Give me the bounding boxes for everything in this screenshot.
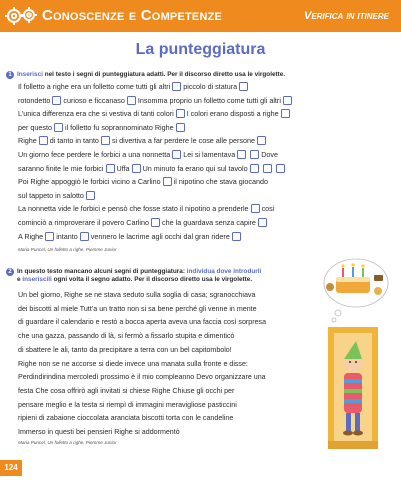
punctuation-answer-box[interactable] bbox=[251, 204, 260, 213]
punctuation-answer-box[interactable] bbox=[39, 136, 48, 145]
punctuation-answer-box[interactable] bbox=[250, 150, 259, 159]
punctuation-answer-box[interactable] bbox=[176, 109, 185, 118]
exercise-number: 2 bbox=[6, 268, 14, 276]
exercise-1-credit: Maria Puncel, Un folletto a righe, Piemme Junior bbox=[18, 247, 117, 252]
punctuation-answer-box[interactable] bbox=[281, 109, 290, 118]
exercise-1-text-segment: Righe bbox=[18, 136, 37, 146]
exercise-2-line: dei biscotti al miele Tutt’a un tratto non si sa bene perché gli venne in mente bbox=[18, 304, 257, 313]
exercise-2-line: Righe non se ne accorse si diede invece una manata sulla fronte e disse: bbox=[18, 359, 248, 368]
exercise-2-line: festa Che cosa offrirò agli invitati si chiese Righe Chiuse gli occhi per bbox=[18, 386, 235, 395]
punctuation-answer-box[interactable] bbox=[151, 218, 160, 227]
exercise-2-line: Un bel giorno, Righe se ne stava seduto sulla soglia di casa; sgranocchiava bbox=[18, 291, 256, 299]
punctuation-answer-box[interactable] bbox=[52, 96, 61, 105]
exercise-1-text-segment: così bbox=[261, 204, 275, 214]
punctuation-answer-box[interactable] bbox=[45, 232, 54, 241]
punctuation-answer-box[interactable] bbox=[176, 123, 185, 132]
exercise-1-line bbox=[18, 232, 243, 242]
exercise-2-instructions: 2 In questo testo mancano alcuni segni di punteggiatura: individua dove introdurli e inseriscili ogni volta il segno adatto. Per il discorso diretto usa le virgolette. bbox=[6, 268, 316, 284]
elf-with-cake-illustration bbox=[316, 255, 390, 451]
exercise-1-text-segment: Un giorno fece perdere le forbici a una nonnetta bbox=[18, 150, 171, 159]
page-title: La punteggiatura bbox=[135, 41, 266, 58]
exercise-1-line bbox=[18, 177, 268, 187]
exercise-1-line bbox=[18, 164, 287, 174]
exercise-1-text-segment: il nipotino che stava giocando bbox=[173, 177, 268, 187]
exercise-1-text-segment: che la guardava senza capire bbox=[162, 218, 256, 227]
punctuation-answer-box[interactable] bbox=[86, 191, 95, 200]
header-bar bbox=[0, 0, 401, 32]
exercise-1-text-segment: intanto bbox=[56, 231, 78, 241]
exercise-number: 1 bbox=[6, 71, 14, 79]
punctuation-answer-box[interactable] bbox=[172, 150, 181, 159]
punctuation-answer-box[interactable] bbox=[132, 164, 141, 173]
exercise-1-text-segment: si divertiva a far perdere le cose alle persone bbox=[111, 136, 255, 146]
punctuation-answer-box[interactable] bbox=[232, 232, 241, 241]
exercise-1-text-segment: Dove bbox=[261, 150, 278, 159]
exercise-2-line: che una gazza, passando di là, si fermò a fissarlo stupita e dimenticò bbox=[18, 332, 235, 341]
punctuation-answer-box[interactable] bbox=[239, 82, 248, 91]
exercise-1-text-segment: sul tappeto in salotto bbox=[18, 190, 84, 200]
exercise-1-text-segment: piccolo di statura bbox=[183, 82, 238, 91]
punctuation-answer-box[interactable] bbox=[258, 218, 267, 227]
exercise-1-text-segment: curioso e ficcanaso bbox=[63, 95, 125, 105]
punctuation-answer-box[interactable] bbox=[263, 164, 272, 173]
exercise-2-line: ripieni di zabaione cioccolata aranciata biscotti torta con le candeline bbox=[18, 414, 234, 423]
punctuation-answer-box[interactable] bbox=[163, 177, 172, 186]
exercise-1-line bbox=[18, 204, 275, 214]
exercise-1-text-segment: il folletto fu soprannominato Righe bbox=[64, 122, 174, 132]
punctuation-answer-box[interactable] bbox=[237, 150, 246, 159]
exercise-1-instructions: 1 Inserisci nel testo i segni di punteggiatura adatti. Per il discorso diretto usa le virgolette. bbox=[6, 71, 285, 79]
exercise-2-line: pensare meglio e la testa si riempì di immagini meravigliose pasticcini bbox=[18, 400, 237, 409]
punctuation-answer-box[interactable] bbox=[283, 96, 292, 105]
exercise-1-text-segment: saranno finite le mie forbici bbox=[18, 163, 104, 173]
exercise-1-text-segment: rotondetto bbox=[18, 95, 51, 105]
exercise-1-text-segment: Un minuto fa erano qui sul tavolo bbox=[142, 163, 248, 173]
exercise-1-line bbox=[18, 123, 187, 133]
exercise-1-line bbox=[18, 218, 269, 228]
section-title: Conoscenze e Competenze bbox=[42, 7, 223, 24]
exercise-1-text-segment: L’unica differenza era che si vestiva di tanti colori bbox=[18, 109, 174, 119]
exercise-2-line: di sbattere le ali, tanto da precipitare a terra con un bel capitombolo! bbox=[18, 345, 232, 354]
exercise-1-text-segment: Lei si lamentava bbox=[183, 150, 236, 159]
punctuation-answer-box[interactable] bbox=[101, 136, 110, 145]
exercise-1-text-segment: cominciò a rimproverare il povero Carlino bbox=[18, 218, 150, 227]
exercise-1-text-segment: Il folletto a righe era un folletto come tutti gli altri bbox=[18, 82, 171, 91]
punctuation-answer-box[interactable] bbox=[54, 123, 63, 132]
gears-icon bbox=[4, 5, 40, 27]
exercise-1-text-segment: Poi Righe appoggiò le forbici vicino a Carlino bbox=[18, 177, 161, 187]
exercise-1-text-segment: I colori erano disposti a righe bbox=[186, 109, 279, 119]
exercise-1-text-segment: per questo bbox=[18, 122, 52, 132]
punctuation-answer-box[interactable] bbox=[250, 164, 259, 173]
exercise-1-text-segment: di tanto in tanto bbox=[49, 136, 99, 146]
exercise-2-line: Perdindirindina mercoledì prossimo è il mio compleanno Devo organizzare una bbox=[18, 373, 266, 382]
page-number: 124 bbox=[0, 460, 22, 476]
punctuation-answer-box[interactable] bbox=[80, 232, 89, 241]
exercise-1-line bbox=[18, 82, 250, 92]
punctuation-answer-box[interactable] bbox=[257, 136, 266, 145]
exercise-1-line bbox=[18, 136, 268, 146]
exercise-2-line: di guardare il calendario e restò a bocca aperta aveva una faccia così sorpresa bbox=[18, 318, 267, 327]
exercise-1-text-segment: Uffa bbox=[116, 163, 130, 173]
section-subtitle: Verifica in itinere bbox=[303, 10, 389, 22]
punctuation-answer-box[interactable] bbox=[106, 164, 115, 173]
punctuation-answer-box[interactable] bbox=[276, 164, 285, 173]
exercise-1-line bbox=[18, 191, 97, 201]
exercise-2-line: Immerso in questi bei pensieri Righe si addormentò bbox=[18, 428, 180, 436]
exercise-1-text-segment: La nonnetta vide le forbici e pensò che fosse stato il nipotino a prenderle bbox=[18, 204, 249, 214]
punctuation-answer-box[interactable] bbox=[127, 96, 136, 105]
exercise-1-text-segment: A Righe bbox=[18, 231, 44, 241]
exercise-1-text-segment: vennero le lacrime agli occhi dal gran ridere bbox=[90, 231, 230, 241]
exercise-1-line bbox=[18, 109, 292, 119]
exercise-1-line bbox=[18, 96, 294, 106]
exercise-1-text-segment: Insomma proprio un folletto come tutti gli altri bbox=[137, 95, 281, 105]
exercise-1-line bbox=[18, 150, 278, 160]
exercise-2-credit: Maria Puncel, Un folletto a righe, Piemme Junior bbox=[18, 440, 117, 445]
punctuation-answer-box[interactable] bbox=[172, 82, 181, 91]
